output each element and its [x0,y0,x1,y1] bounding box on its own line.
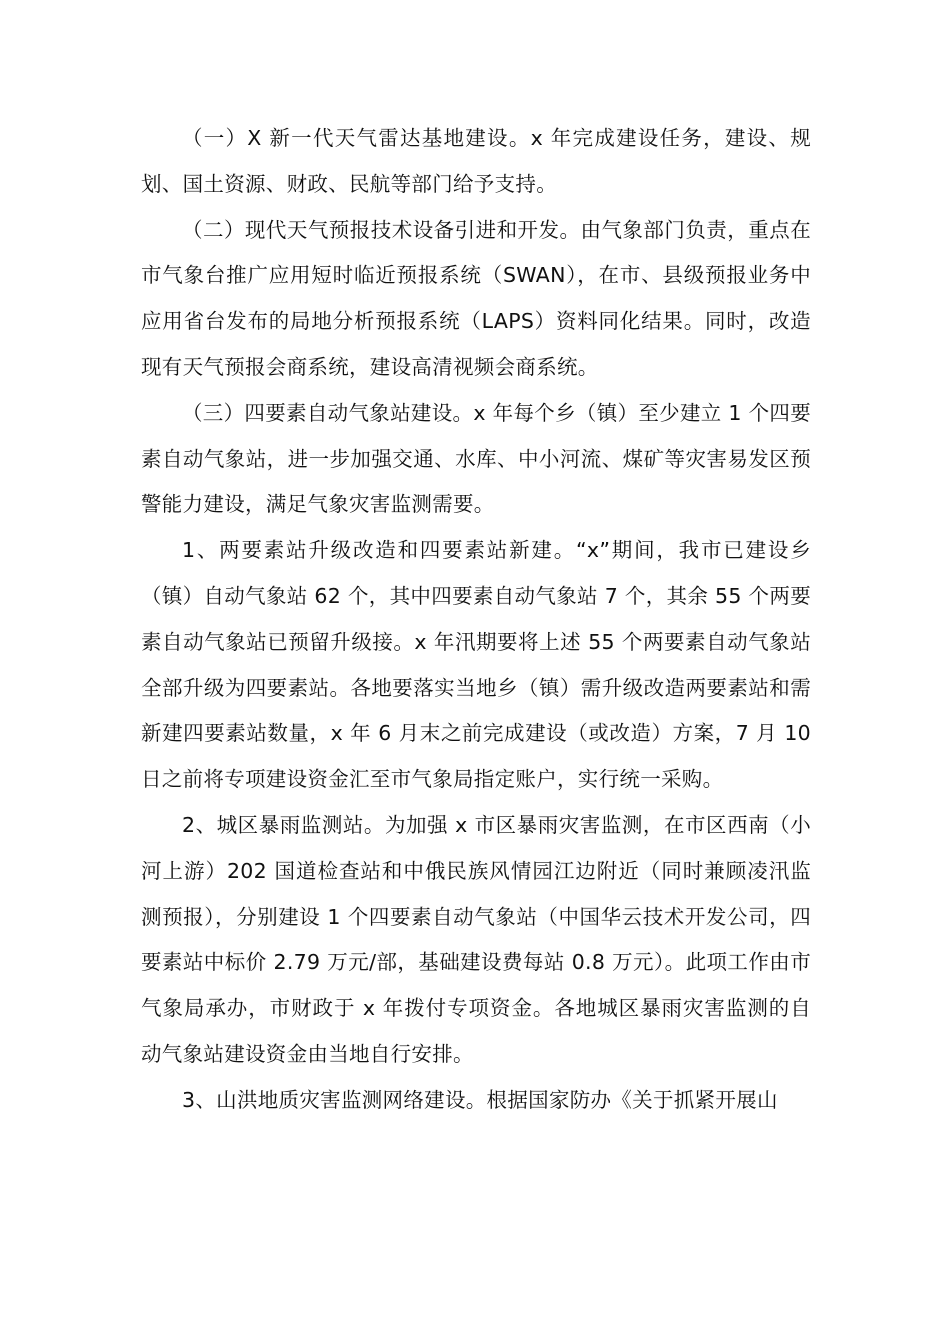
paragraph-four-element-stations: （三）四要素自动气象站建设。x 年每个乡（镇）至少建立 1 个四要素自动气象站，进一步加强交通、水库、中小河流、煤矿等灾害易发区预警能力建设，满足气象灾害监测需要。 [141,400,811,517]
document-body [141,116,811,1124]
paragraph-radar-construction: （一）X 新一代天气雷达基地建设。x 年完成建设任务，建设、规划、国土资源、财政、民航等部门给予支持。 [141,126,811,196]
paragraph-station-upgrade: 1、两要素站升级改造和四要素站新建。“x”期间，我市已建设乡（镇）自动气象站 62 个，其中四要素自动气象站 7 个，其余 55 个两要素自动气象站已预留升级接。x 年汛期要将上述 55 个两要素自动气象站全部升级为四要素站。各地要落实当地乡（镇）需升级改造两要素站和需新建四要素站数量，x 年 6 月末之前完成建设（或改造）方案，7 月 10 日之前将专项建设资金汇至市气象局指定账户，实行统一采购。 [141,538,811,792]
paragraph-flood-geology-network: 3、山洪地质灾害监测网络建设。根据国家防办《关于抓紧开展山 [182,1087,778,1112]
paragraph-forecast-technology: （二）现代天气预报技术设备引进和开发。由气象部门负责，重点在市气象台推广应用短时临近预报系统（SWAN），在市、县级预报业务中应用省台发布的局地分析预报系统（LAPS）资料同化结果。同时，改造现有天气预报会商系统，建设高清视频会商系统。 [141,217,811,379]
paragraph-urban-rainstorm-stations: 2、城区暴雨监测站。为加强 x 市区暴雨灾害监测，在市区西南（小河上游）202 国道检查站和中俄民族风情园江边附近（同时兼顾凌汛监测预报），分别建设 1 个四要素自动气象站（中国华云技术开发公司，四要素站中标价 2.79 万元/部，基础建设费每站 0.8 万元）。此项工作由市气象局承办，市财政于 x 年拨付专项资金。各地城区暴雨灾害监测的自动气象站建设资金由当地自行安排。 [141,812,811,1066]
